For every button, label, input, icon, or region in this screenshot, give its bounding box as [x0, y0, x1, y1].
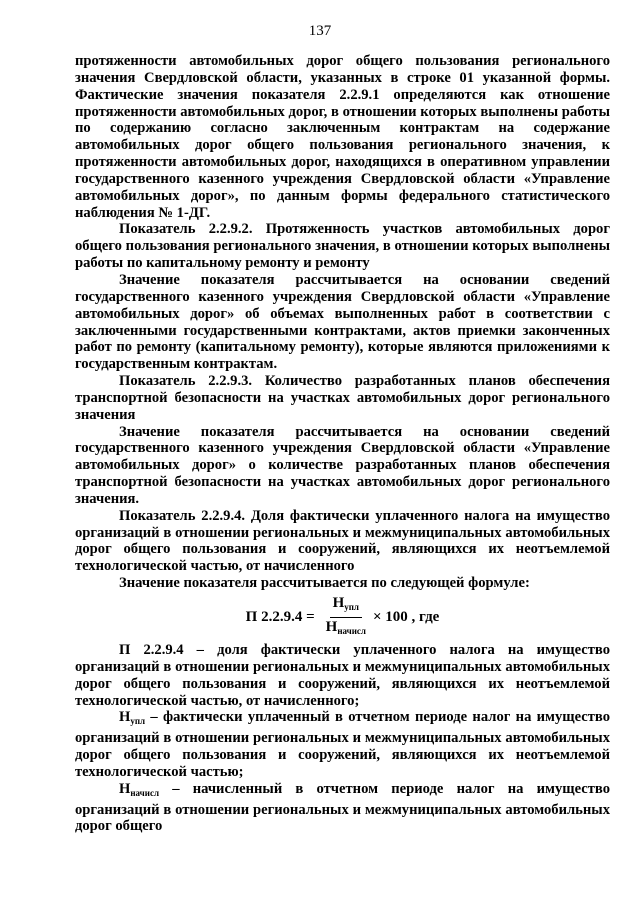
definition-h-upl: $Н_{упл}$ – фактически уплаченный в отчетном периоде налог на имущество организаций в отношении региональных и межмуниципальных автомобильных дорог общего пользования и сооружений, являющихся их неотъемлемой технологической частью; — [75, 709, 610, 780]
formula-lhs: П 2.2.9.4 = — [245, 608, 315, 625]
paragraph-indicator-2-2-9-3-value: Значение показателя рассчитывается на основании сведений государственного казенного учреждения Свердловской области «Управление автомобильных дорог» о количестве разработанных планов обеспечения транспортной безопасности на участках автомобильных дорог регионального значения. — [75, 423, 610, 507]
paragraph-indicator-2-2-9-2: Показатель 2.2.9.2. Протяженность участков автомобильных дорог общего пользования регионального значения, в отношении которых выполнены работы по капитальному ремонту и ремонту — [75, 221, 610, 272]
paragraph-indicator-2-2-9-4: Показатель 2.2.9.4. Доля фактически уплаченного налога на имущество организаций в отношении региональных и межмуниципальных автомобильных дорог общего пользования и сооружений, являющихся их неотъемлемой технологической частью, от начисленного — [75, 507, 610, 575]
definition-p-2-2-9-4: П 2.2.9.4 – доля фактически уплаченного налога на имущество организаций в отношении региональных и межмуниципальных автомобильных дорог общего пользования и сооружений, являющихся их неотъемлемой технологической частью, от начисленного; — [75, 642, 610, 709]
document-body — [75, 53, 610, 835]
page-number: 137 — [308, 23, 332, 39]
formula-fraction — [323, 595, 369, 640]
paragraph-indicator-2-2-9-2-value: Значение показателя рассчитывается на основании сведений государственного казенного учреждения Свердловской области «Управление автомобильных дорог» об объемах выполненных работ в соответствии с заключенными государственными контрактами, актов приемки законченных работ по ремонту (капитальному ремонту), которые являются приложениями к государственным контрактам. — [75, 271, 610, 373]
formula-intro: Значение показателя рассчитывается по следующей формуле: — [119, 575, 530, 592]
definition-h-nachisl: $Н_{начисл}$ – начисленный в отчетном периоде налог на имущество организаций в отношении региональных и межмуниципальных автомобильных дорог общего — [75, 780, 610, 835]
formula-numerator: $Н_{упл}$ — [330, 595, 362, 618]
paragraph-continuation: протяженности автомобильных дорог общего пользования регионального значения Свердловской области, указанных в строке 01 указанной формы. Фактические значения показателя 2.2.9.1 определяются как отношение протяженности автомобильных дорог, в отношении которых выполнены работы по содержанию согласно заключенным контрактам на содержание автомобильных дорог общего пользования регионального значения, к протяженности автомобильных дорог, находящихся в оперативном управлении государственного казенного учреждения Свердловской области «Управление автомобильных дорог», по данным формы федерального статистического наблюдения № 1-ДГ. — [75, 53, 610, 221]
symbol-h-nachisl: $Н_{начисл}$ — [119, 780, 159, 798]
formula-rhs: × 100 , где — [372, 608, 440, 625]
formula-denominator: $Н_{начисл}$ — [325, 618, 366, 636]
formula — [75, 594, 610, 640]
symbol-h-upl: $Н_{упл}$ — [119, 709, 146, 727]
paragraph-indicator-2-2-9-3: Показатель 2.2.9.3. Количество разработанных планов обеспечения транспортной безопасности на участках автомобильных дорог регионального значения — [75, 373, 610, 423]
